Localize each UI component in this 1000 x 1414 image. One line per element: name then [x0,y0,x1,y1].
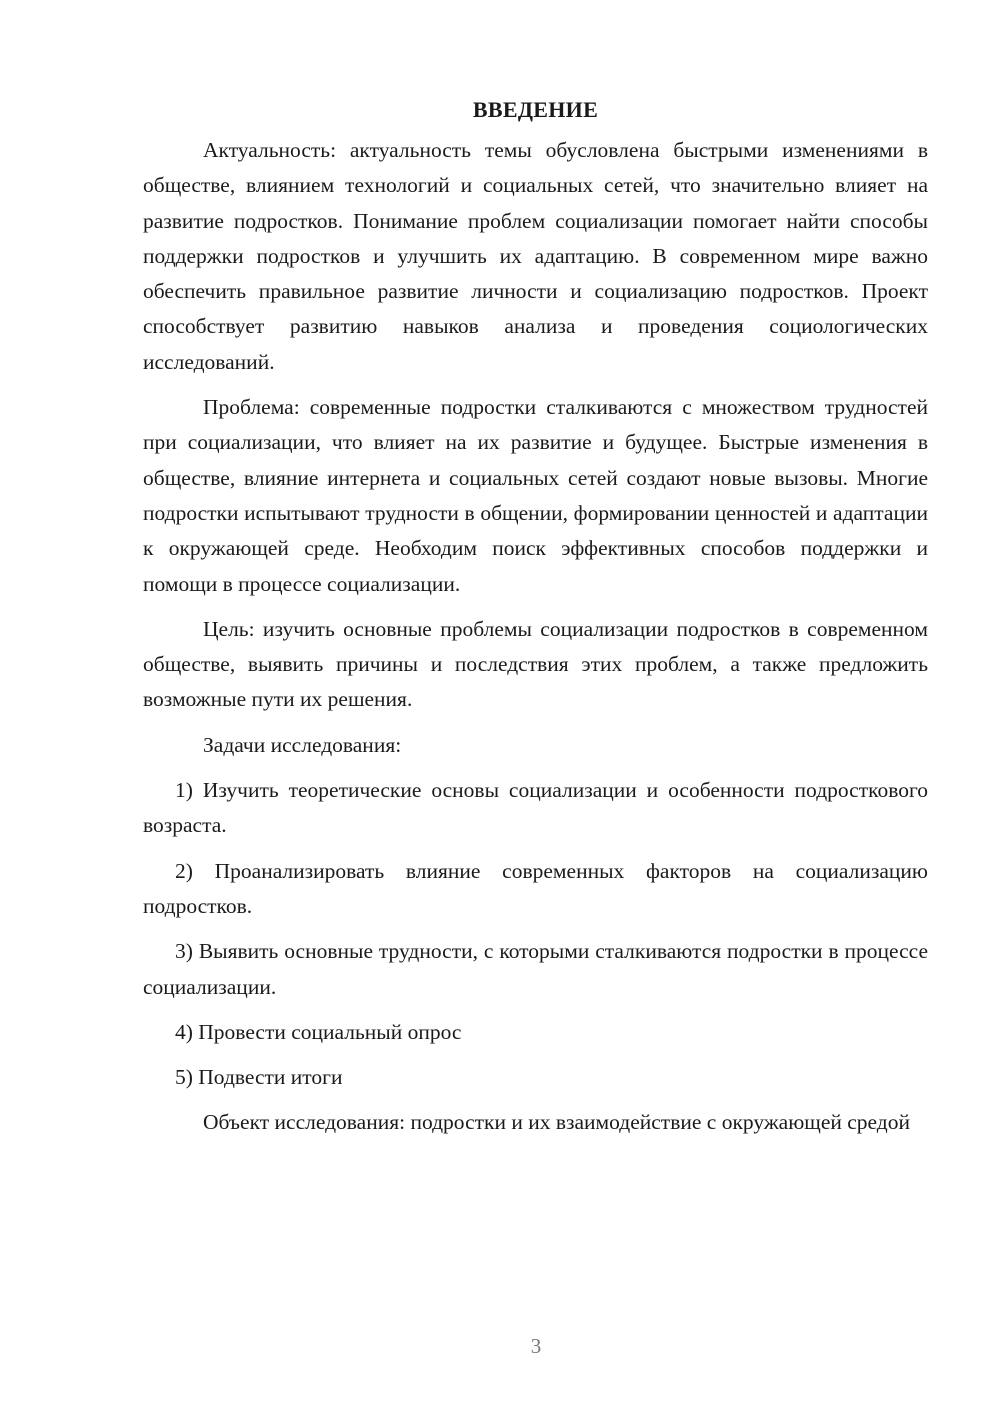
page-title: ВВЕДЕНИЕ [472,97,599,122]
list-item: 5) Подвести итоги [175,1065,343,1090]
relevance-paragraph: Актуальность: актуальность темы обусловлена быстрыми изменениями в обществе, влиянием технологий и социальных сетей, что значительно влияет на развитие подростков. Понимание проблем социализации помогает найти способы поддержки подростков и улучшить их адаптацию. В современном мире важно обеспечить правильное развитие личности и социализацию подростков. Проект способствует развитию навыков анализа и проведения социологических исследований. [143,138,928,374]
list-item: 3) Выявить основные трудности, с которыми сталкиваются подростки в процессе социализации. [143,939,928,999]
document-page [143,92,928,1151]
tasks-list [143,773,928,1095]
tasks-heading: Задачи исследования: [203,732,402,757]
object-paragraph: Объект исследования: подростки и их взаимодействие с окружающей средой [203,1110,911,1135]
problem-paragraph: Проблема: современные подростки сталкиваются с множеством трудностей при социализации, что влияет на их развитие и будущее. Быстрые изменения в обществе, влияние интернета и социальных сетей создают новые вызовы. Многие подростки испытывают трудности в общении, формировании ценностей и адаптации к окружающей среде. Необходим поиск эффективных способов поддержки и помощи в процессе социализации. [143,395,928,596]
list-item: 4) Провести социальный опрос [175,1019,462,1044]
list-item: 1) Изучить теоретические основы социализации и особенности подросткового возраста. [143,778,928,838]
page-number: 3 [530,1334,542,1358]
list-item: 2) Проанализировать влияние современных факторов на социализацию подростков. [143,858,928,918]
goal-paragraph: Цель: изучить основные проблемы социализации подростков в современном обществе, выявить причины и последствия этих проблем, а также предложить возможные пути их решения. [143,616,928,712]
